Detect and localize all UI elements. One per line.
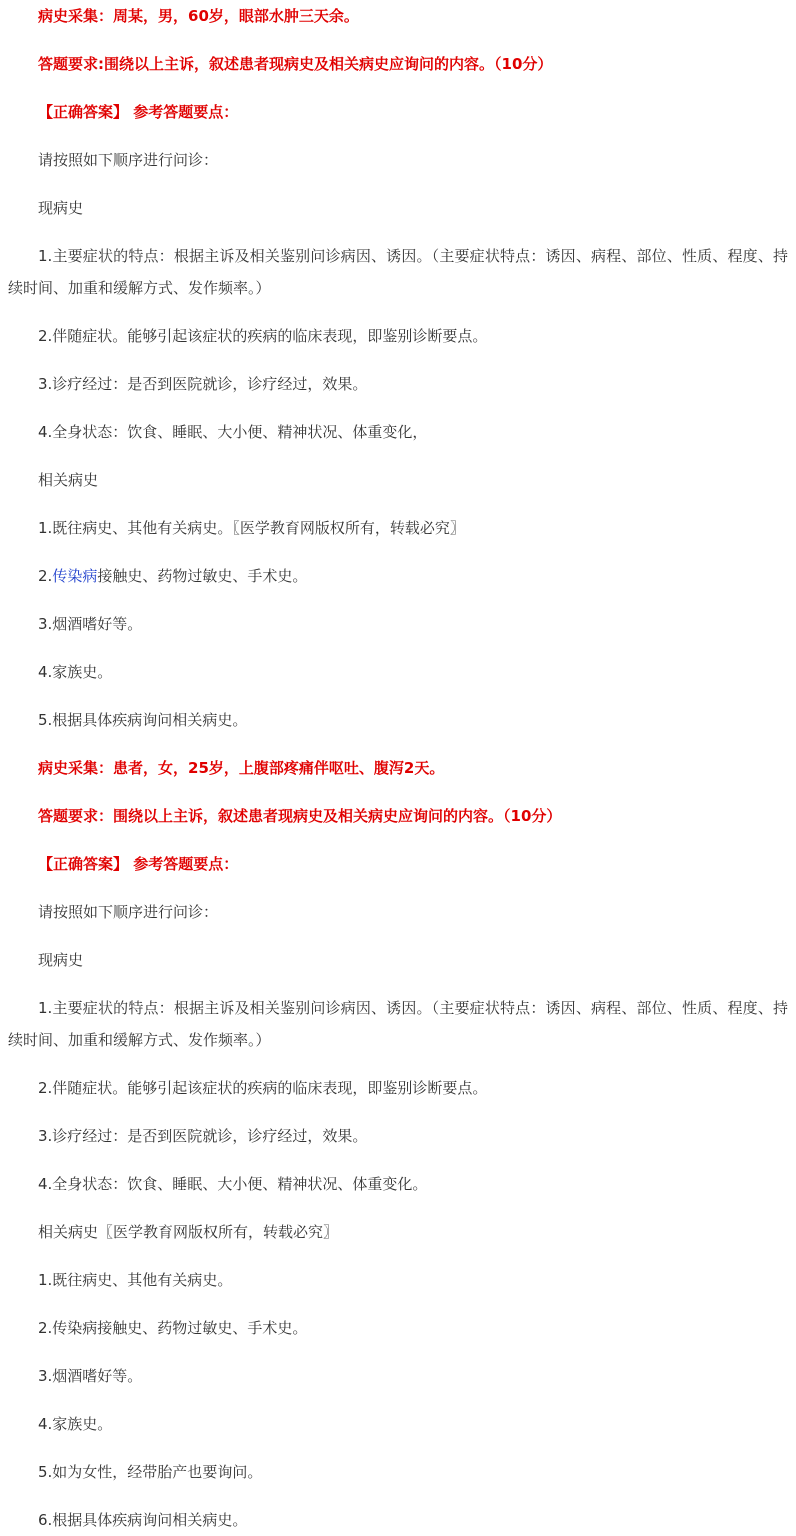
case1-related-item: 5.根据具体疾病询问相关病史。 bbox=[38, 711, 248, 729]
case2-answer-label: 【正确答案】 参考答题要点： bbox=[38, 855, 239, 873]
case2-present-item: 2.伴随症状。能够引起该症状的疾病的临床表现，即鉴别诊断要点。 bbox=[38, 1079, 488, 1097]
case1-related-item: 4.家族史。 bbox=[38, 663, 113, 681]
case2-related-item: 4.家族史。 bbox=[38, 1415, 113, 1433]
case1-intro: 请按照如下顺序进行问诊： bbox=[38, 151, 219, 169]
case2-title: 病史采集：患者，女，25岁，上腹部疼痛伴呕吐、腹泻2天。 bbox=[38, 759, 445, 777]
case2-present-item: 3.诊疗经过：是否到医院就诊，诊疗经过，效果。 bbox=[38, 1127, 368, 1145]
case1-title: 病史采集：周某，男，60岁，眼部水肿三天余。 bbox=[38, 7, 359, 25]
case1-related-item: 1.既往病史、其他有关病史。〖医学教育网版权所有，转载必究〗 bbox=[38, 519, 465, 537]
case2-requirement: 答题要求：围绕以上主诉，叙述患者现病史及相关病史应询问的内容。（10分） bbox=[38, 807, 562, 825]
case1-present-item: 3.诊疗经过：是否到医院就诊，诊疗经过，效果。 bbox=[38, 375, 368, 393]
case2-intro: 请按照如下顺序进行问诊： bbox=[38, 903, 219, 921]
related-item-suffix: 接触史、药物过敏史、手术史。 bbox=[97, 567, 308, 585]
case1-requirement: 答题要求:围绕以上主诉，叙述患者现病史及相关病史应询问的内容。（10分） bbox=[38, 55, 553, 73]
case1-present-item: 1.主要症状的特点：根据主诉及相关鉴别问诊病因、诱因。（主要症状特点：诱因、病程、部位、性质、程度、持续时间、加重和缓解方式、发作频率。） bbox=[8, 247, 788, 297]
case2-related-item: 6.根据具体疾病询问相关病史。 bbox=[38, 1511, 248, 1529]
case2-present-item: 4.全身状态：饮食、睡眠、大小便、精神状况、体重变化。 bbox=[38, 1175, 428, 1193]
case1-answer-label: 【正确答案】 参考答题要点： bbox=[38, 103, 239, 121]
case1-present-heading: 现病史 bbox=[38, 199, 84, 217]
case1-related-item: 3.烟酒嗜好等。 bbox=[38, 615, 143, 633]
case2-related-heading: 相关病史〖医学教育网版权所有，转载必究〗 bbox=[38, 1223, 339, 1241]
related-item-prefix: 2. bbox=[38, 567, 53, 585]
infectious-disease-link[interactable]: 传染病 bbox=[52, 567, 98, 585]
case2-related-item: 3.烟酒嗜好等。 bbox=[38, 1367, 143, 1385]
case2-related-item: 2.传染病接触史、药物过敏史、手术史。 bbox=[38, 1319, 308, 1337]
case2-related-item: 1.既往病史、其他有关病史。 bbox=[38, 1271, 233, 1289]
case2-present-item: 1.主要症状的特点：根据主诉及相关鉴别问诊病因、诱因。（主要症状特点：诱因、病程、部位、性质、程度、持续时间、加重和缓解方式、发作频率。） bbox=[8, 999, 788, 1049]
case2-present-heading: 现病史 bbox=[38, 951, 84, 969]
case2-related-item: 5.如为女性，经带胎产也要询问。 bbox=[38, 1463, 263, 1481]
case1-related-heading: 相关病史 bbox=[38, 471, 99, 489]
case1-related-item-2 bbox=[8, 560, 788, 592]
case1-present-item: 4.全身状态：饮食、睡眠、大小便、精神状况、体重变化， bbox=[38, 423, 428, 441]
case1-present-item: 2.伴随症状。能够引起该症状的疾病的临床表现，即鉴别诊断要点。 bbox=[38, 327, 488, 345]
